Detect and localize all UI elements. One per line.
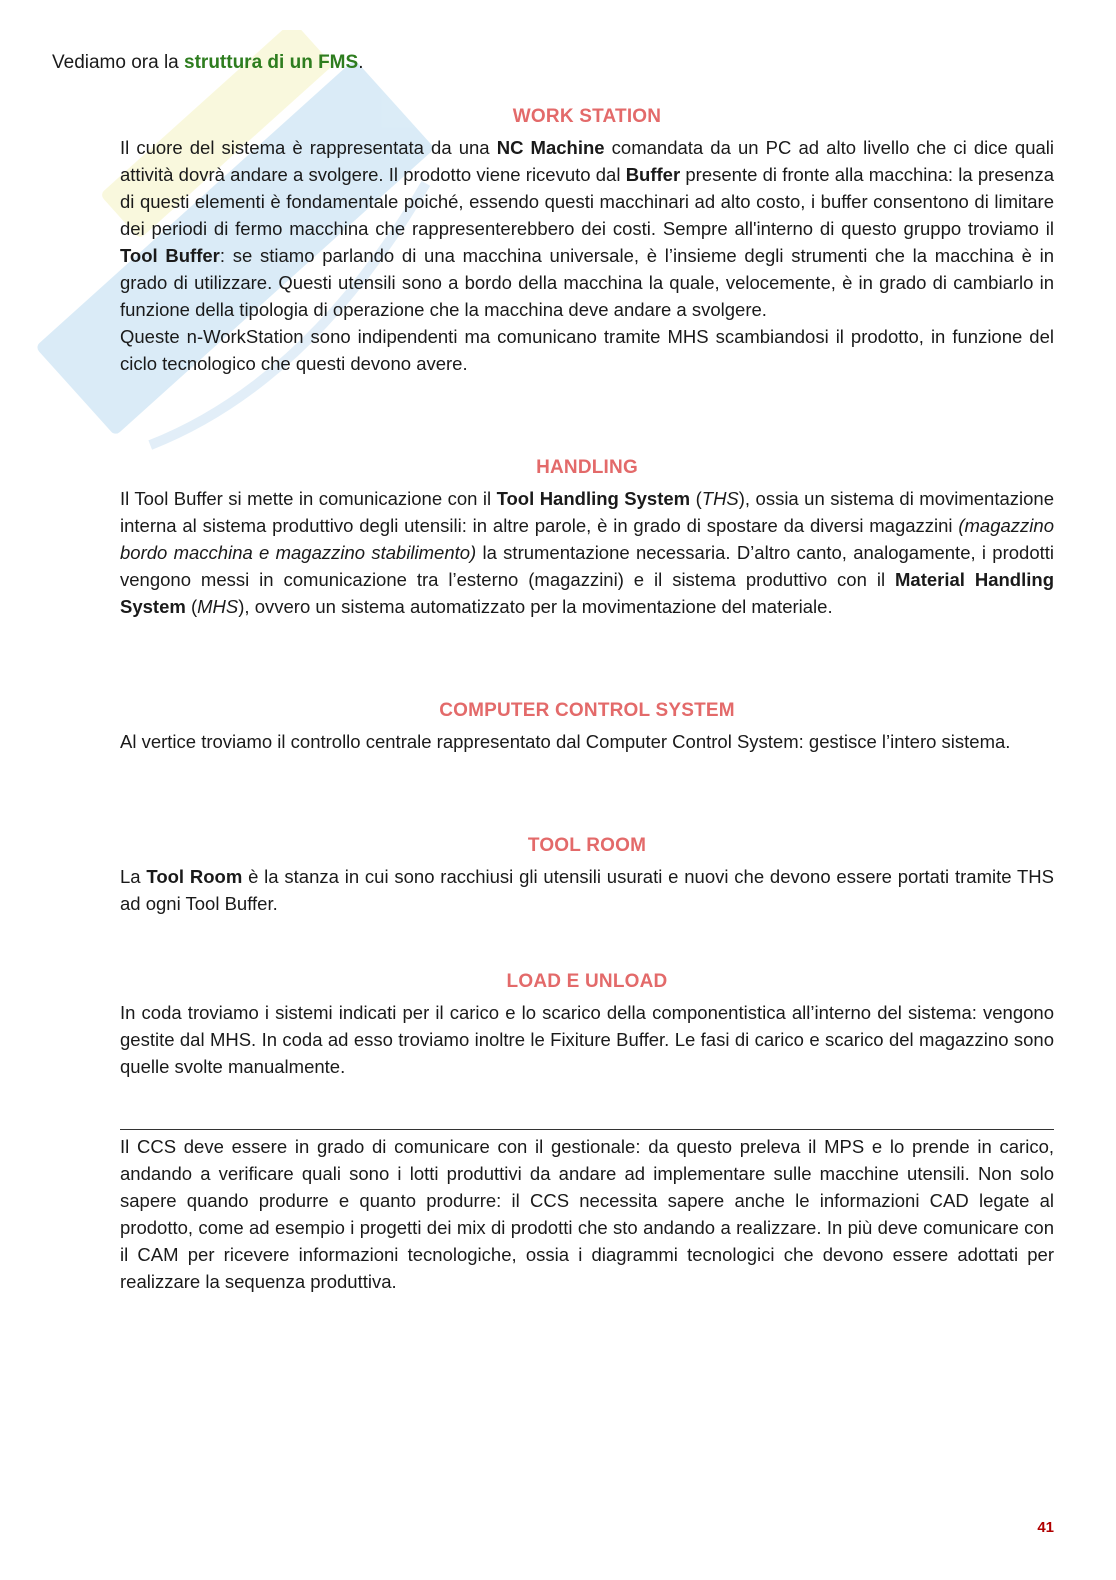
footnote-divider [120, 1129, 1054, 1130]
page-number: 41 [1037, 1519, 1054, 1536]
section-ccs [120, 700, 1054, 755]
section-handling [120, 457, 1054, 620]
heading-load-unload: LOAD E UNLOAD [506, 971, 668, 992]
intro-highlight: struttura di un FMS [184, 52, 359, 73]
heading-work-station: WORK STATION [512, 106, 662, 127]
paragraph-tool-room: La Tool Room è la stanza in cui sono racchiusi gli utensili usurati e nuovi che devono essere portati tramite THS ad ogni Tool Buffer. [120, 866, 1054, 914]
section-tool-room [120, 835, 1054, 917]
section-load-unload [120, 971, 1054, 1080]
footnote-text: Il CCS deve essere in grado di comunicare con il gestionale: da questo preleva il MPS e lo prende in carico, andando a verificare quali sono i lotti produttivi da andare ad implementare sulle macchine utensili. Non solo sapere quando produrre e quanto produrre: il CCS necessita sapere anche le informazioni CAD legate al prodotto, come ad esempio i progetti dei mix di prodotti che sto andando a realizzare. In più deve comunicare con il CAM per ricevere informazioni tecnologiche, ossia i diagrammi tecnologici che devono essere adottati per realizzare la sequenza produttiva. [120, 1136, 1054, 1292]
paragraph-ccs: Al vertice troviamo il controllo centrale rappresentato dal Computer Control System: gestisce l’intero sistema. [120, 731, 1011, 752]
paragraph-work-station-2: Queste n-WorkStation sono indipendenti ma comunicano tramite MHS scambiandosi il prodotto, in funzione del ciclo tecnologico che questi devono avere. [120, 326, 1054, 374]
paragraph-handling: Il Tool Buffer si mette in comunicazione con il Tool Handling System (THS), ossia un sistema di movimentazione interna al sistema produttivo degli utensili: in altre parole, è in grado di spostare da diversi magazzini (magazzino bordo macchina e magazzino stabilimento) la strumentazione necessaria. D’altro canto, analogamente, i prodotti vengono messi in comunicazione tra l’esterno (magazzini) e il sistema produttivo con il Material Handling System (MHS), ovvero un sistema automatizzato per la movimentazione del materiale. [120, 488, 1055, 617]
paragraph-work-station: Il cuore del sistema è rappresentata da una NC Machine comandata da un PC ad alto livello che ci dice quali attività dovrà andare a svolgere. Il prodotto viene ricevuto dal Buffer presente di fronte alla macchina: la presenza di questi elementi è fondamentale poiché, essendo questi macchinari ad alto costo, i buffer consentono di limitare dei periodi di fermo macchina che rappresenterebbero dei costi. Sempre all'interno di questo gruppo troviamo il Tool Buffer: se stiamo parlando di una macchina universale, è l’insieme degli strumenti che la macchina è in grado di utilizzare. Questi utensili sono a bordo della macchina la quale, velocemente, è in grado di cambiarlo in funzione della tipologia di operazione che la macchina deve andare a svolgere. [120, 137, 1055, 320]
intro-line: Vediamo ora la struttura di un FMS. [52, 52, 364, 73]
paragraph-load-unload: In coda troviamo i sistemi indicati per il carico e lo scarico della componentistica all’interno del sistema: vengono gestite dal MHS. In coda ad esso troviamo inoltre le Fixiture Buffer. Le fasi di carico e scarico del magazzino sono quelle svolte manualmente. [120, 1002, 1054, 1077]
heading-ccs: COMPUTER CONTROL SYSTEM [439, 700, 735, 721]
section-work-station [120, 106, 1054, 377]
heading-tool-room: TOOL ROOM [527, 835, 647, 856]
heading-handling: HANDLING [536, 457, 638, 478]
